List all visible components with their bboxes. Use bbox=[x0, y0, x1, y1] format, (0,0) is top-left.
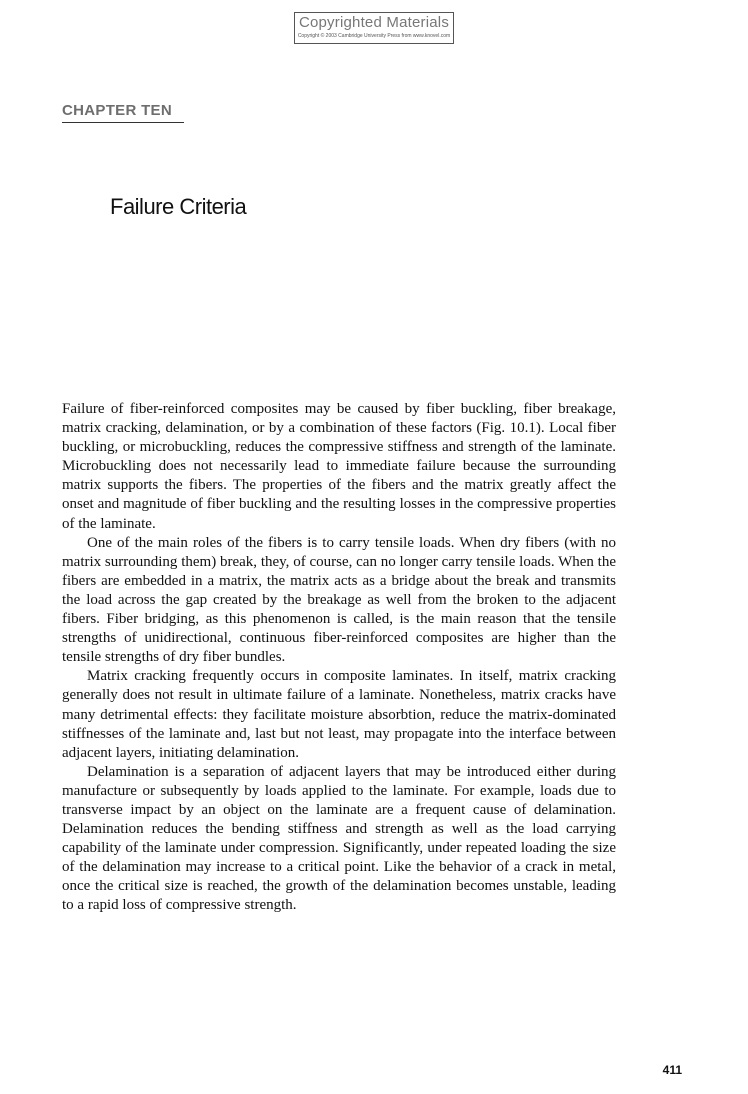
chapter-label: CHAPTER TEN bbox=[62, 102, 172, 119]
paragraph: Delamination is a separation of adjacent layers that may be introduced either during manufacture or subsequently by loads applied to the laminate. For example, loads due to transverse impact by an object on the laminate are a frequent cause of delamination. Delamination reduces the bending stiffness and strength as well as the load carrying capability of the laminate under compression. Significantly, under repeated loading the size of the delamination may increase to a critical point. Like the behavior of a crack in metal, once the critical size is reached, the growth of the delamination becomes unstable, leading to a rapid loss of compressive strength. bbox=[62, 763, 616, 914]
copyright-stamp bbox=[294, 12, 454, 44]
paragraph: One of the main roles of the fibers is to carry tensile loads. When dry fibers (with no matrix surrounding them) break, they, of course, can no longer carry tensile loads. When the fibers are embedded in a matrix, the matrix acts as a bridge about the break and transmits the load across the gap created by the breakage as well from the broken to the adjacent fibers. Fiber bridging, as this phenomenon is called, is the main reason that the tensile strengths of unidirectional, continuous fiber-reinforced composites are higher than the tensile strengths of dry fiber bundles. bbox=[62, 534, 616, 666]
body-text bbox=[62, 400, 616, 916]
paragraph: Failure of fiber-reinforced composites may be caused by fiber buckling, fiber breakage, matrix cracking, delamination, or by a combination of these factors (Fig. 10.1). Local fiber buckling, or microbuckling, reduces the compressive stiffness and strength of the laminate. Microbuckling does not necessarily lead to immediate failure because the surrounding matrix supports the fibers. The properties of the fibers and the matrix greatly affect the onset and magnitude of fiber buckling and the resulting losses in the compressive properties of the laminate. bbox=[62, 401, 616, 532]
chapter-underline bbox=[62, 122, 184, 123]
chapter-title: Failure Criteria bbox=[110, 194, 247, 219]
copyright-stamp-subtitle: Copyright © 2003 Cambridge University Press from www.knovel.com bbox=[297, 33, 451, 39]
copyright-stamp-title: Copyrighted Materials bbox=[298, 14, 450, 31]
page-number: 411 bbox=[662, 1063, 682, 1077]
paragraph: Matrix cracking frequently occurs in composite laminates. In itself, matrix cracking generally does not result in ultimate failure of a laminate. Nonetheless, matrix cracks have many detrimental effects: they facilitate moisture absorbtion, reduce the matrix-dominated stiffnesses of the laminate and, last but not least, may propagate into the interface between adjacent layers, initiating delamination. bbox=[62, 668, 616, 761]
